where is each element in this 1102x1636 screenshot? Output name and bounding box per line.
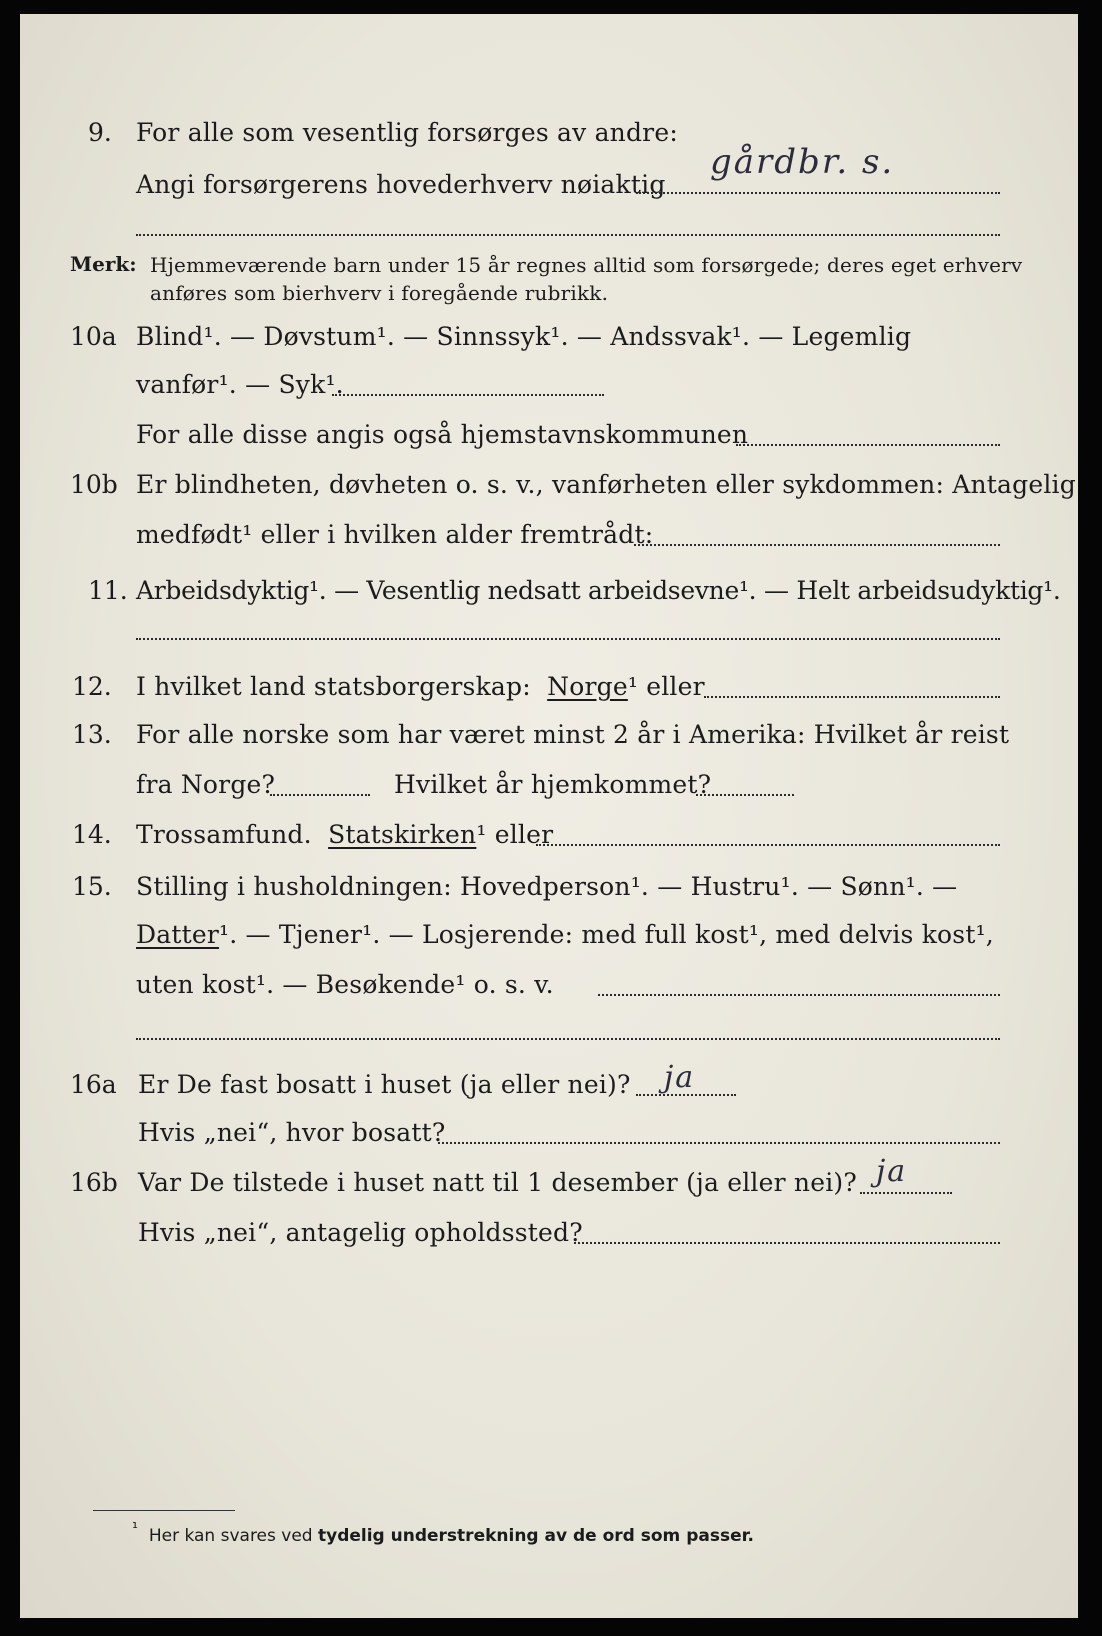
merk-line-2: anføres som bierhverv i foregående rubrikk.: [150, 281, 609, 305]
merk-label: Merk:: [70, 252, 137, 276]
q14-line: [136, 820, 553, 850]
q14-eller: ¹ eller: [476, 820, 554, 849]
q15-datter-underlined: Datter: [136, 920, 219, 949]
census-form-page: [20, 14, 1078, 1618]
q16a-line-1: Er De fast bosatt i huset (ja eller nei)?: [138, 1070, 631, 1099]
q13-hjemkommet-label: Hvilket år hjemkommet?: [394, 770, 712, 799]
q11-line-1: Arbeidsdyktig¹. — Vesentlig nedsatt arbeidsevne¹. — Helt arbeidsudyktig¹.: [136, 576, 1061, 605]
q12-line: [136, 672, 705, 702]
q13-line-1: For alle norske som har været minst 2 år i Amerika: Hvilket år reist: [136, 720, 1010, 749]
q10b-answer-line[interactable]: [634, 544, 1000, 546]
q9-handwritten-answer: gårdbr. s.: [710, 142, 895, 182]
q16b-line-1: Var De tilstede i huset natt til 1 desember (ja eller nei)?: [138, 1168, 857, 1197]
q16b-opholdssted-line[interactable]: [574, 1242, 1000, 1244]
q9-extra-line[interactable]: [136, 234, 1000, 236]
q11-answer-line[interactable]: [136, 638, 1000, 640]
footnote-text-b: tydelig understrekning av de ord som passer.: [318, 1526, 755, 1546]
q14-answer-line[interactable]: [536, 844, 1000, 846]
footnote-marker: ¹: [132, 1519, 139, 1537]
q12-norge-underlined: Norge: [547, 672, 628, 701]
q13-reist-line[interactable]: [270, 794, 370, 796]
q16b-answer-line[interactable]: [860, 1192, 952, 1194]
merk-line-1: Hjemmeværende barn under 15 år regnes alltid som forsørgede; deres eget erhverv: [150, 253, 1023, 277]
q10a-syk-line[interactable]: [332, 394, 604, 396]
q10a-hjemstavn-line[interactable]: [736, 444, 1000, 446]
q10a-line-2: vanfør¹. — Syk¹.: [136, 370, 344, 399]
q15-line-2-rest: ¹. — Tjener¹. — Losjerende: med full kost¹, med delvis kost¹,: [219, 920, 994, 949]
q9-answer-line[interactable]: [636, 192, 1000, 194]
q15-line-2: [136, 920, 994, 950]
footnote: [132, 1517, 754, 1547]
footnote-rule: [93, 1510, 235, 1511]
q15-number: 15.: [72, 872, 112, 901]
q12-number: 12.: [72, 672, 112, 701]
q9-line-1: For alle som vesentlig forsørges av andre:: [136, 118, 678, 147]
q15-answer-line[interactable]: [598, 994, 1000, 996]
q16a-number: 16a: [70, 1070, 117, 1099]
q15-line-3: uten kost¹. — Besøkende¹ o. s. v.: [136, 970, 554, 999]
footnote-text-a: Her kan svares ved: [148, 1526, 313, 1546]
q15-extra-line[interactable]: [136, 1038, 1000, 1040]
q14-number: 14.: [72, 820, 112, 849]
q16a-line-2: Hvis „nei“, hvor bosatt?: [138, 1118, 446, 1147]
q12-answer-line[interactable]: [704, 696, 1000, 698]
q9-line-2: Angi forsørgerens hovederhverv nøiaktig: [136, 170, 666, 199]
q12-question: I hvilket land statsborgerskap:: [136, 672, 531, 701]
q9-number: 9.: [88, 118, 112, 147]
q13-number: 13.: [72, 720, 112, 749]
q12-eller: ¹ eller: [627, 672, 705, 701]
q16a-handwritten-answer: ja: [664, 1060, 696, 1095]
q10b-line-2: medfødt¹ eller i hvilken alder fremtrådt:: [136, 520, 654, 549]
q10a-number: 10a: [70, 322, 117, 351]
q14-statskirken-underlined: Statskirken: [328, 820, 477, 849]
q16b-number: 16b: [70, 1168, 118, 1197]
q15-line-1: Stilling i husholdningen: Hovedperson¹. — Hustru¹. — Sønn¹. —: [136, 872, 958, 901]
q16b-handwritten-answer: ja: [876, 1154, 908, 1189]
q16b-line-2: Hvis „nei“, antagelig opholdssted?: [138, 1218, 583, 1247]
q10a-line-3: For alle disse angis også hjemstavnskommunen: [136, 420, 749, 449]
q14-question: Trossamfund.: [136, 820, 312, 849]
q16a-bosatt-line[interactable]: [438, 1142, 1000, 1144]
q13-hjemkommet-line[interactable]: [696, 794, 794, 796]
q13-reist-label: fra Norge?: [136, 770, 276, 799]
q11-number: 11.: [88, 576, 128, 605]
q10b-number: 10b: [70, 470, 118, 499]
q10b-line-1: Er blindheten, døvheten o. s. v., vanførheten eller sykdommen: Antagelig: [136, 470, 1076, 499]
q10a-line-1: Blind¹. — Døvstum¹. — Sinnssyk¹. — Andssvak¹. — Legemlig: [136, 322, 912, 351]
